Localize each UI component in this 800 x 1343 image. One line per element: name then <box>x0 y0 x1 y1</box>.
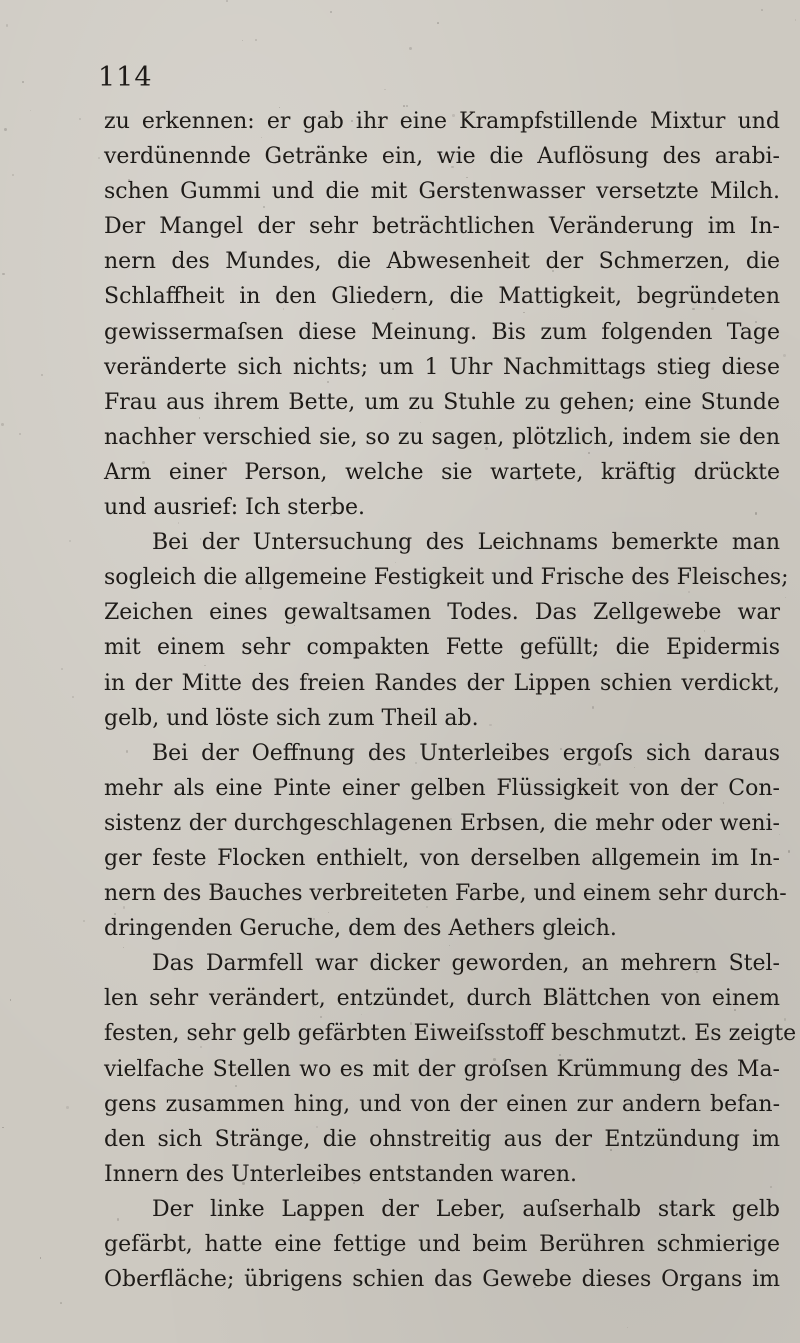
text-line: in der Mitte des freien Randes der Lippen schien verdickt, <box>104 670 780 696</box>
paper-speck <box>783 354 786 357</box>
text-line: sistenz der durchgeschlagenen Erbsen, die mehr oder weni- <box>104 810 780 836</box>
text-line: Frau aus ihrem Bette, um zu Stuhle zu gehen; eine Stunde <box>104 389 780 415</box>
paper-speck <box>4 128 7 131</box>
paper-speck <box>30 110 31 111</box>
paper-speck <box>41 374 43 376</box>
text-line: festen, sehr gelb gefärbten Eiweiſsstoff beschmutzt. Es zeigte <box>104 1021 797 1047</box>
paper-speck <box>2 273 4 275</box>
text-line: verdünennde Getränke ein, wie die Auflösung des arabi- <box>104 144 780 170</box>
text-line: schen Gummi und die mit Gerstenwasser versetzte Milch. <box>104 179 780 205</box>
text-line: Bei der Oeffnung des Unterleibes ergoſs sich daraus <box>152 740 780 766</box>
paper-speck <box>61 668 63 670</box>
page-number: 114 <box>98 62 153 93</box>
text-line: Bei der Untersuchung des Leichnams bemerkte man <box>152 530 780 556</box>
text-line: und ausrief: Ich sterbe. <box>104 495 366 521</box>
paper-speck <box>788 850 790 852</box>
paper-speck <box>83 920 85 922</box>
paper-speck <box>69 540 71 542</box>
paper-speck <box>2 1127 3 1128</box>
paper-speck <box>40 1257 41 1258</box>
paper-speck <box>10 999 11 1000</box>
text-line: gewissermaſsen diese Meinung. Bis zum folgenden Tage <box>104 319 780 345</box>
paper-speck <box>795 19 797 21</box>
text-line: nern des Bauches verbreiteten Farbe, und einem sehr durch- <box>104 881 787 907</box>
paper-speck <box>384 89 385 90</box>
paper-speck <box>330 11 332 13</box>
paper-speck <box>72 696 74 698</box>
paper-speck <box>255 39 257 41</box>
paper-speck <box>785 597 786 598</box>
paper-speck <box>12 174 14 176</box>
text-line: mit einem sehr compakten Fette gefüllt; die Epidermis <box>104 635 780 661</box>
text-line: len sehr verändert, entzündet, durch Blättchen von einem <box>104 986 780 1012</box>
text-line: Innern des Unterleibes entstanden waren. <box>104 1161 578 1187</box>
paper-speck <box>1 423 4 426</box>
paper-speck <box>19 433 21 435</box>
text-line: Arm einer Person, welche sie wartete, kräftig drückte <box>104 459 780 485</box>
text-line: Das Darmfell war dicker geworden, an mehrern Stel- <box>152 951 780 977</box>
paper-speck <box>66 1106 69 1109</box>
text-line: veränderte sich nichts; um 1 Uhr Nachmittags stieg diese <box>104 354 780 380</box>
paper-speck <box>22 81 24 83</box>
text-line: nern des Mundes, die Abwesenheit der Schmerzen, die <box>104 249 780 275</box>
text-line: dringenden Geruche, dem des Aethers gleich. <box>104 916 617 942</box>
text-line: gens zusammen hing, und von der einen zur andern befan- <box>104 1091 780 1117</box>
paper-speck <box>226 0 228 2</box>
text-line: gefärbt, hatte eine fettige und beim Berühren schmierige <box>104 1232 780 1257</box>
text-line: zu erkennen: er gab ihr eine Krampfstillende Mixtur und <box>104 109 780 134</box>
paper-speck <box>79 118 81 120</box>
paper-speck <box>98 157 100 159</box>
text-line: Oberfläche; übrigens schien das Gewebe dieses Organs im <box>104 1267 780 1293</box>
text-line: sogleich die allgemeine Festigkeit und Frische des Fleisches; <box>104 565 789 591</box>
text-line: Schlaffheit in den Gliedern, die Mattigkeit, begründeten <box>104 284 780 310</box>
body-text <box>104 104 797 1297</box>
paper-speck <box>409 47 412 50</box>
paper-speck <box>437 22 439 24</box>
paper-speck <box>60 1302 62 1304</box>
paper-speck <box>242 40 243 41</box>
paper-speck <box>6 24 8 26</box>
text-line: gelb, und löste sich zum Theil ab. <box>104 705 479 731</box>
text-line: nachher verschied sie, so zu sagen, plötzlich, indem sie den <box>104 424 780 450</box>
text-line: den sich Stränge, die ohnstreitig aus der Entzündung im <box>104 1126 780 1152</box>
paper-speck <box>627 1327 628 1328</box>
text-line: mehr als eine Pinte einer gelben Flüssigkeit von der Con- <box>104 775 780 801</box>
text-line: Der Mangel der sehr beträchtlichen Veränderung im In- <box>104 214 780 240</box>
text-line: vielfache Stellen wo es mit der groſsen Krümmung des Ma- <box>104 1056 780 1082</box>
text-line: Zeichen eines gewaltsamen Todes. Das Zellgewebe war <box>104 600 780 626</box>
text-line: Der linke Lappen der Leber, auſserhalb stark gelb <box>152 1196 780 1222</box>
text-line: ger feste Flocken enthielt, von derselben allgemein im In- <box>104 845 780 871</box>
paper-speck <box>761 9 763 11</box>
